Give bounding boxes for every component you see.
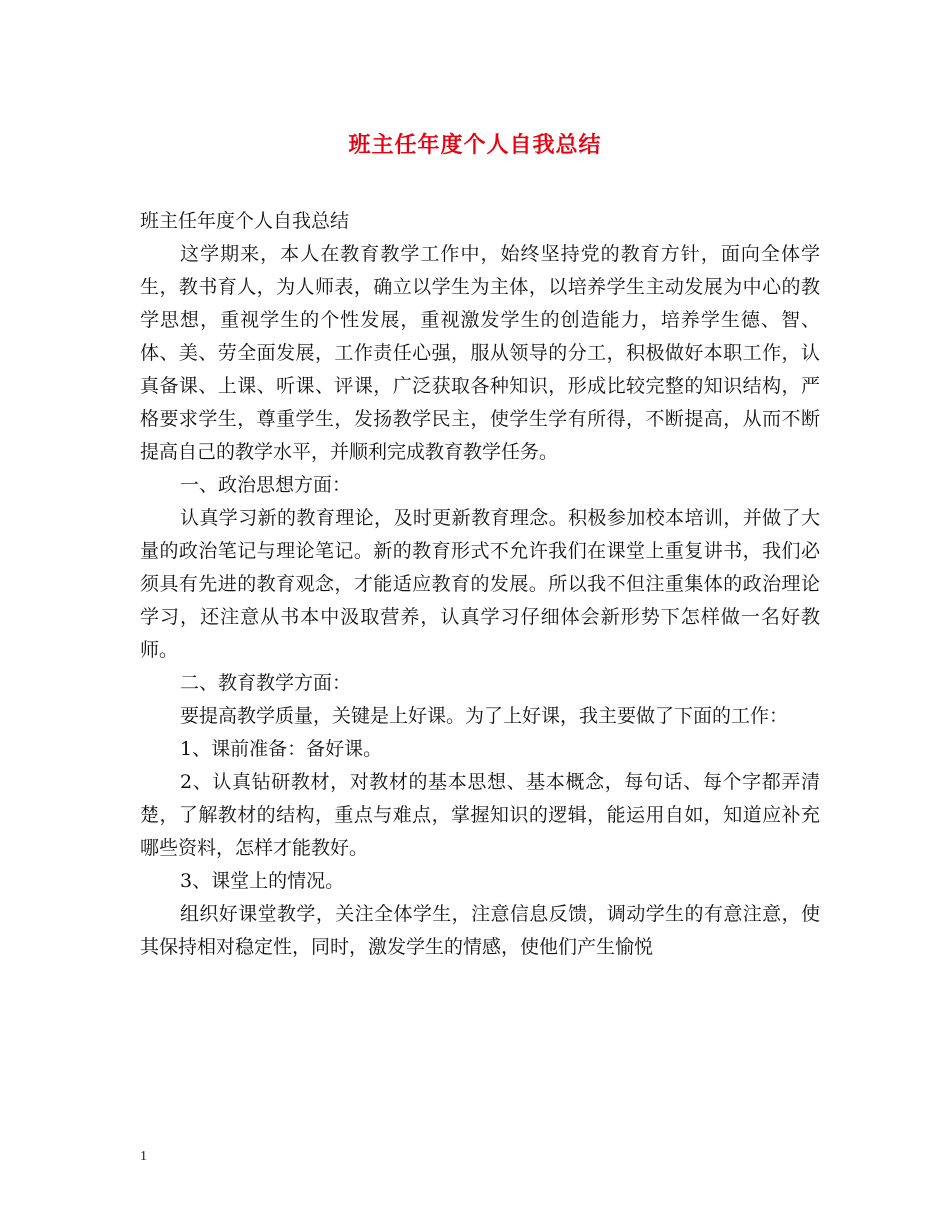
paragraph-political: 认真学习新的教育理论，及时更新教育理念。积极参加校本培训，并做了大量的政治笔记与理论笔记。新的教育形式不允许我们在课堂上重复讲书，我们必须具有先进的教育观念，才能适应教育的发展。所以我不但注重集体的政治理论学习，还注意从书本中汲取营养，认真学习仔细体会新形势下怎样做一名好教师。 bbox=[140, 507, 820, 661]
paragraph-heading: 班主任年度个人自我总结 bbox=[140, 210, 350, 232]
list-item-1: 1、课前准备：备好课。 bbox=[180, 738, 383, 760]
paragraph-teaching-intro: 要提高教学质量，关键是上好课。为了上好课，我主要做了下面的工作： bbox=[180, 705, 789, 727]
paragraph-intro: 这学期来，本人在教育教学工作中，始终坚持党的教育方针，面向全体学生，教书育人，为人师表，确立以学生为主体，以培养学生主动发展为中心的教学思想，重视学生的个性发展，重视激发学生的创造能力，培养学生德、智、体、美、劳全面发展，工作责任心强，服从领导的分工，积极做好本职工作，认真备课、上课、听课、评课，广泛获取各种知识，形成比较完整的知识结构，严格要求学生，尊重学生，发扬教学民主，使学生学有所得，不断提高，从而不断提高自己的教学水平，并顺利完成教育教学任务。 bbox=[140, 243, 820, 463]
section-heading-teaching: 二、教育教学方面： bbox=[180, 672, 352, 694]
paragraph-classroom: 组织好课堂教学，关注全体学生，注意信息反馈，调动学生的有意注意，使其保持相对稳定性，同时，激发学生的情感，使他们产生愉悦 bbox=[140, 903, 820, 958]
document-body bbox=[140, 205, 820, 964]
page-number: 1 bbox=[140, 1149, 147, 1164]
section-heading-political: 一、政治思想方面： bbox=[180, 474, 352, 496]
list-item-3: 3、课堂上的情况。 bbox=[180, 870, 345, 892]
document-title: 班主任年度个人自我总结 bbox=[348, 132, 602, 158]
list-item-2: 2、认真钻研教材，对教材的基本思想、基本概念，每句话、每个字都弄清楚，了解教材的结构，重点与难点，掌握知识的逻辑，能运用自如，知道应补充哪些资料，怎样才能教好。 bbox=[140, 771, 820, 859]
